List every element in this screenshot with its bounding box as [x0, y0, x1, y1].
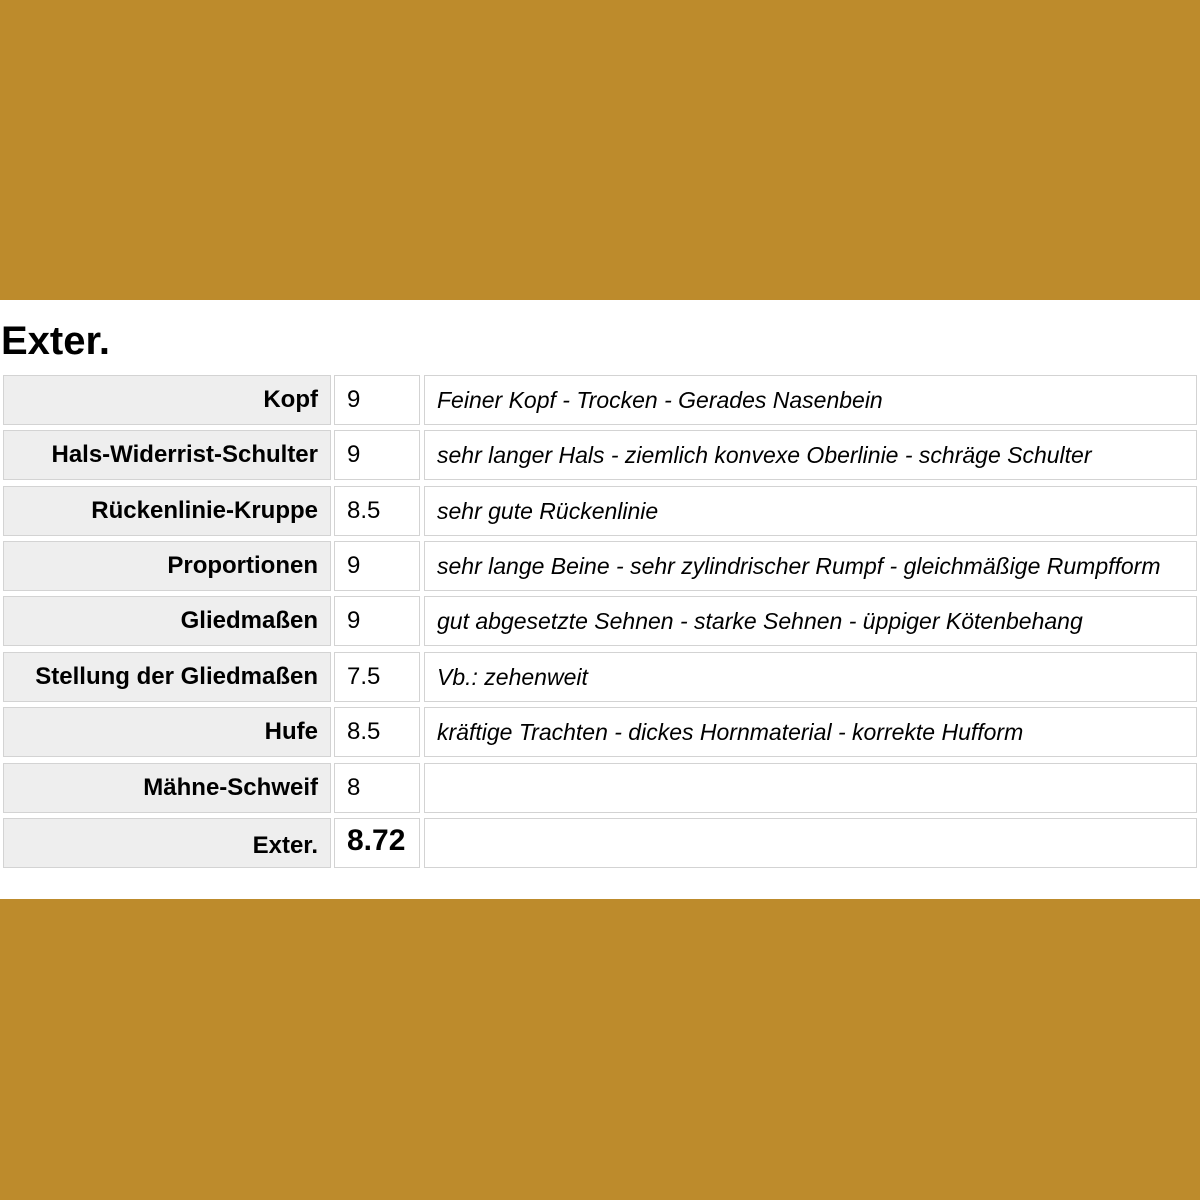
criterion-score: 8.5: [334, 486, 420, 536]
total-row: [0, 818, 1200, 870]
table-row: [0, 707, 1200, 759]
criterion-description: sehr gute Rückenlinie: [424, 486, 1197, 536]
table-row: [0, 763, 1200, 815]
criterion-label: Gliedmaßen: [3, 596, 331, 646]
table-row: [0, 430, 1200, 482]
criterion-label: Stellung der Gliedmaßen: [3, 652, 331, 702]
table-row: [0, 486, 1200, 538]
total-score: 8.72: [334, 818, 420, 868]
criterion-description: sehr langer Hals - ziemlich konvexe Oberlinie - schräge Schulter: [424, 430, 1197, 480]
total-description: [424, 818, 1197, 868]
criterion-label: Hufe: [3, 707, 331, 757]
criterion-score: 7.5: [334, 652, 420, 702]
criterion-label: Hals-Widerrist-Schulter: [3, 430, 331, 480]
criterion-score: 9: [334, 430, 420, 480]
table-row: [0, 596, 1200, 648]
criterion-score: 8.5: [334, 707, 420, 757]
criterion-label: Rückenlinie-Kruppe: [3, 486, 331, 536]
criterion-description: kräftige Trachten - dickes Hornmaterial - korrekte Hufform: [424, 707, 1197, 757]
criterion-description: gut abgesetzte Sehnen - starke Sehnen - üppiger Kötenbehang: [424, 596, 1197, 646]
criterion-description: [424, 763, 1197, 813]
scores-panel: [0, 300, 1200, 899]
criterion-score: 8: [334, 763, 420, 813]
criterion-label: Proportionen: [3, 541, 331, 591]
criterion-label: Mähne-Schweif: [3, 763, 331, 813]
table-row: [0, 375, 1200, 427]
criterion-description: Vb.: zehenweit: [424, 652, 1197, 702]
section-title: Exter.: [1, 319, 110, 363]
criterion-description: sehr lange Beine - sehr zylindrischer Rumpf - gleichmäßige Rumpfform: [424, 541, 1197, 591]
criterion-score: 9: [334, 541, 420, 591]
total-label: Exter.: [3, 818, 331, 868]
table-row: [0, 652, 1200, 704]
criterion-score: 9: [334, 375, 420, 425]
criterion-score: 9: [334, 596, 420, 646]
criterion-description: Feiner Kopf - Trocken - Gerades Nasenbein: [424, 375, 1197, 425]
criterion-label: Kopf: [3, 375, 331, 425]
table-row: [0, 541, 1200, 593]
